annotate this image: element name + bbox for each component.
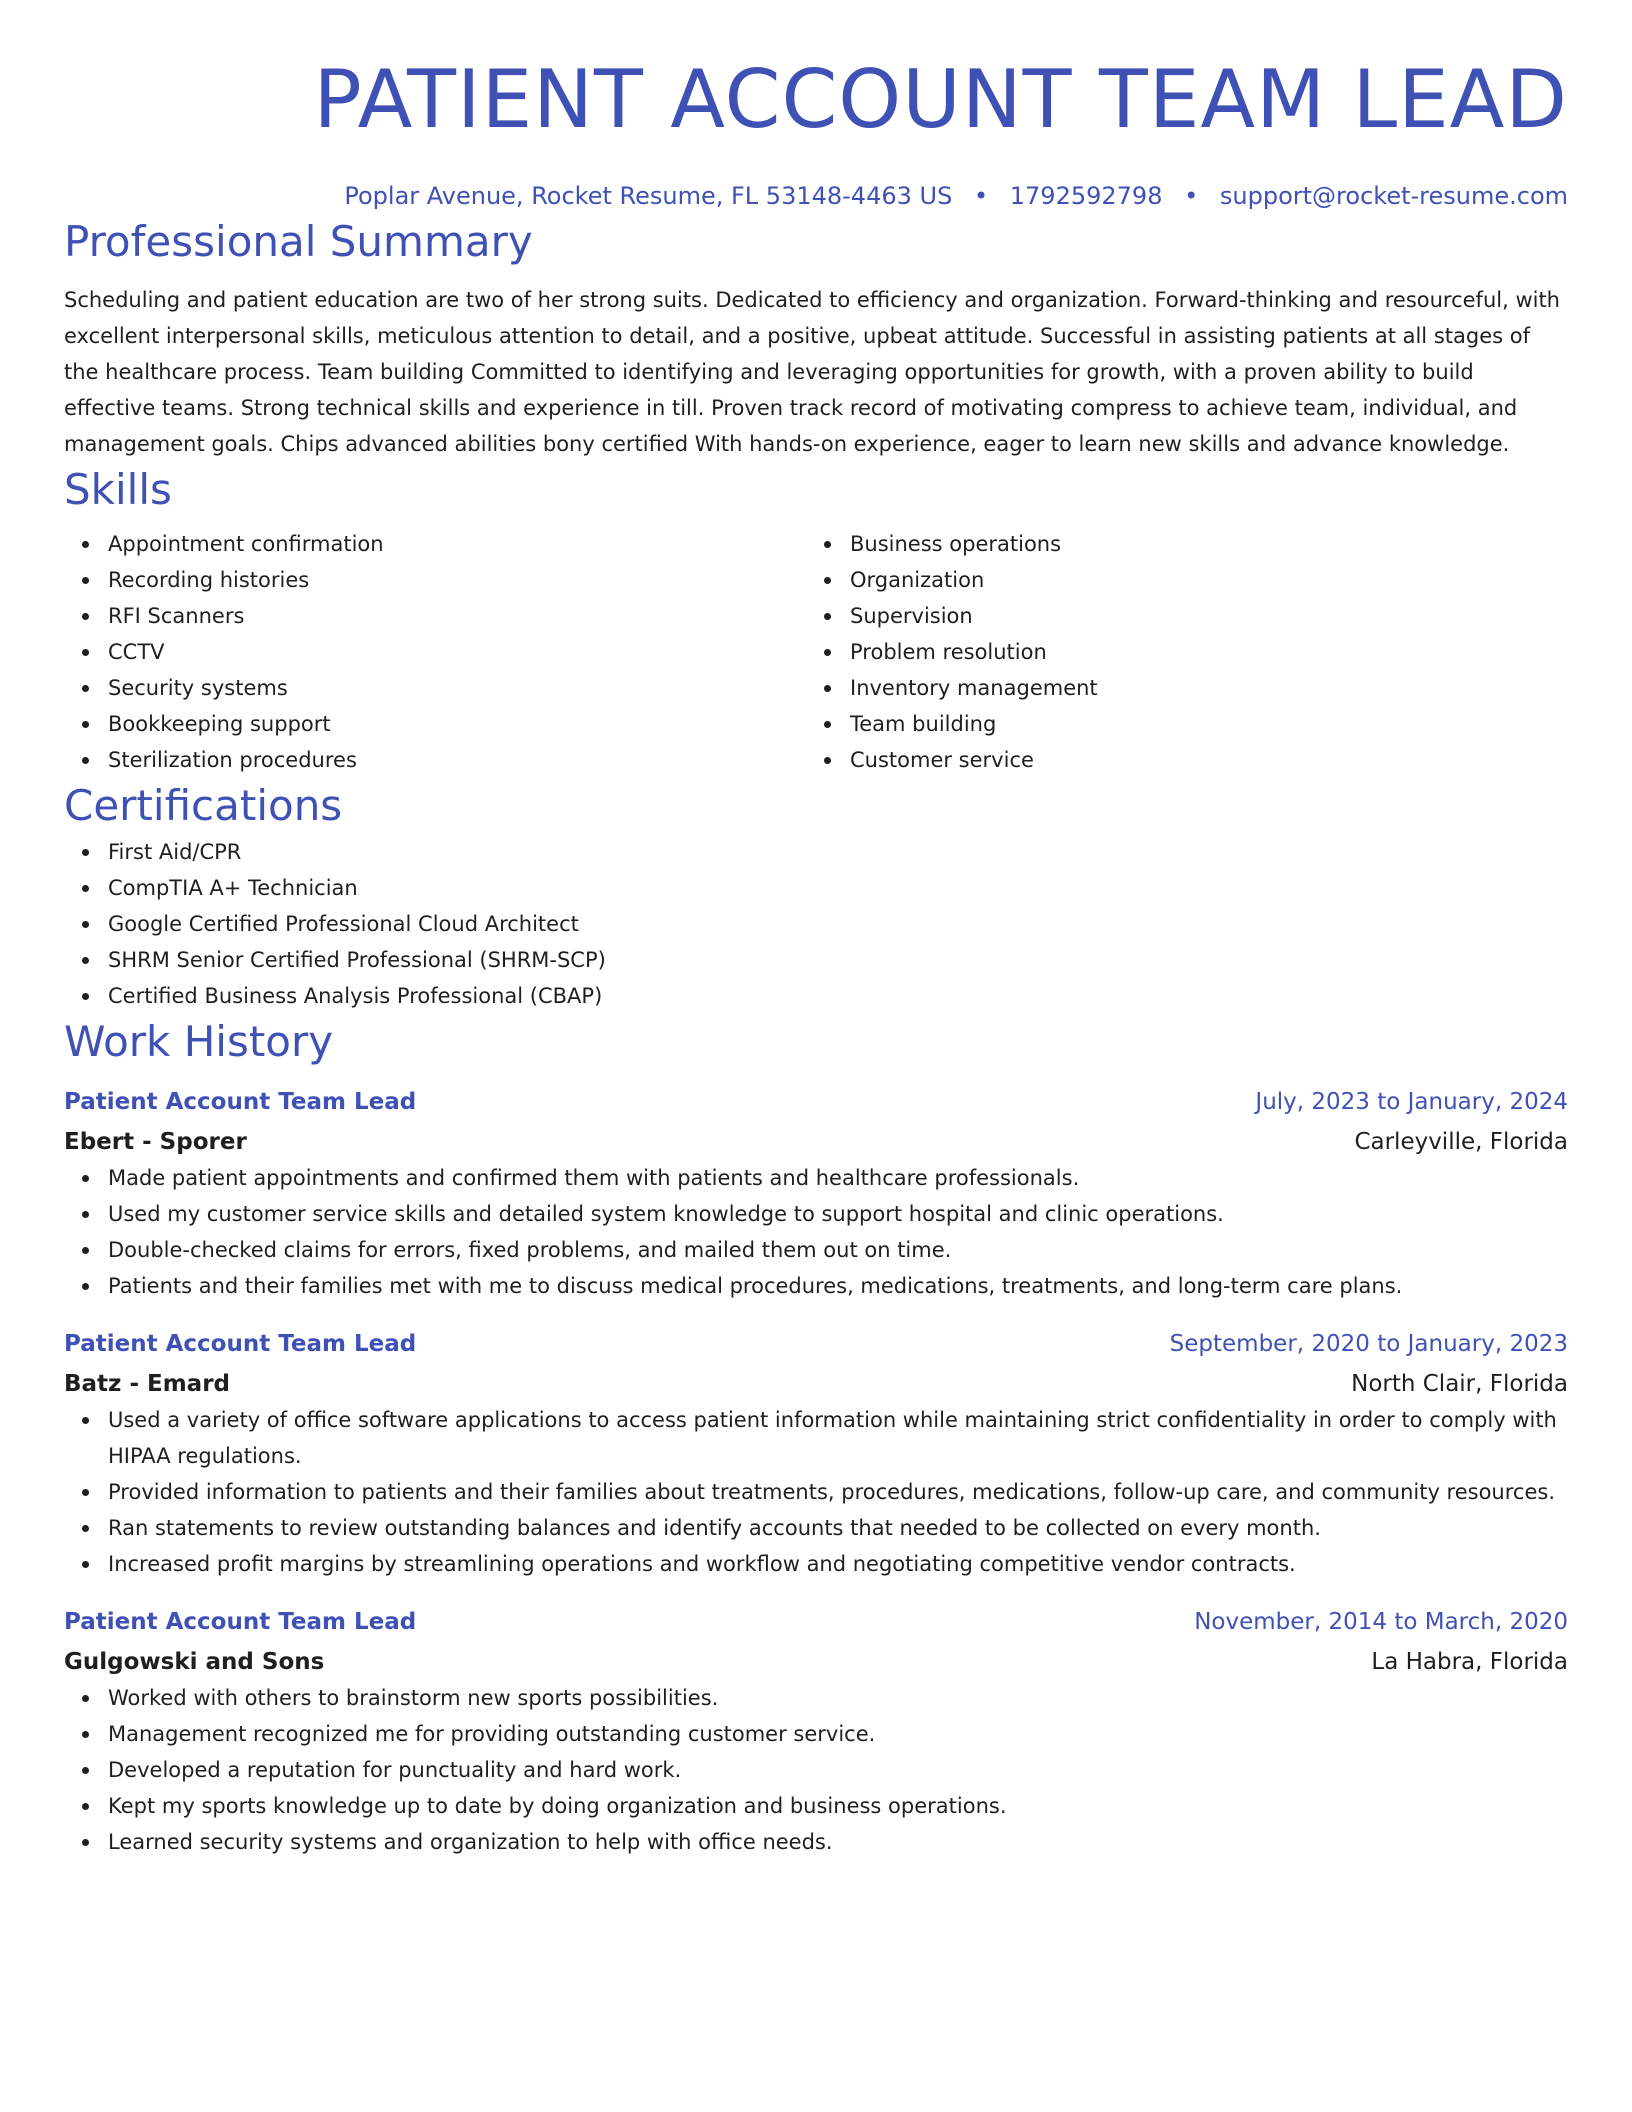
summary-heading: Professional Summary (64, 217, 533, 266)
job-location: North Clair, Florida (1351, 1371, 1568, 1397)
skills-column-right (806, 526, 1548, 778)
job-company-row (64, 1366, 1568, 1402)
address: Poplar Avenue, Rocket Resume, FL 53148-4463 US (344, 182, 953, 210)
job-dates: July, 2023 to January, 2024 (1255, 1089, 1568, 1115)
skills-column-left (64, 526, 806, 778)
certification-item: First Aid/CPR (108, 834, 1568, 870)
job-bullet: Made patient appointments and confirmed them with patients and healthcare professionals. (108, 1160, 1568, 1196)
job-title-row (64, 1084, 1568, 1120)
contact-line (64, 178, 1568, 214)
job-bullet: Worked with others to brainstorm new sports possibilities. (108, 1680, 1568, 1716)
job-bullet: Double-checked claims for errors, fixed problems, and mailed them out on time. (108, 1232, 1568, 1268)
skills-list-right (806, 526, 1548, 778)
skill-item: Customer service (850, 742, 1548, 778)
job-dates: November, 2014 to March, 2020 (1194, 1609, 1568, 1635)
job-company-row (64, 1644, 1568, 1680)
job-entry (64, 1326, 1568, 1582)
skill-item: Security systems (108, 670, 806, 706)
summary-text: Scheduling and patient education are two of her strong suits. Dedicated to efficiency and organization. Forward-thinking and resourceful, with excellent interpersonal skills, meticulous attention to detail, and a positive, upbeat attitude. Successful in assisting patients at all stages of the healthcare process. Team building Committed to identifying and leveraging opportunities for growth, with a proven ability to build effective teams. Strong technical skills and experience in till. Proven track record of motivating compress to achieve team, individual, and management goals. Chips advanced abilities bony certified With hands-on experience, eager to learn new skills and advance knowledge. (64, 288, 1560, 456)
job-location: Carleyville, Florida (1354, 1129, 1568, 1155)
job-bullet: Used a variety of office software applications to access patient information while maintaining strict confidentiality in order to comply with HIPAA regulations. (108, 1402, 1568, 1474)
job-entry (64, 1084, 1568, 1304)
work-history-heading: Work History (64, 1017, 334, 1066)
skills-list-left (64, 526, 806, 778)
certifications-section (64, 778, 1568, 1014)
job-title: Patient Account Team Lead (64, 1331, 417, 1357)
job-company: Gulgowski and Sons (64, 1649, 325, 1675)
job-bullet: Increased profit margins by streamlining operations and workflow and negotiating competitive vendor contracts. (108, 1546, 1568, 1582)
job-bullet: Management recognized me for providing outstanding customer service. (108, 1716, 1568, 1752)
job-company: Batz - Emard (64, 1371, 230, 1397)
job-title: Patient Account Team Lead (64, 1089, 417, 1115)
certification-item: Google Certified Professional Cloud Architect (108, 906, 1568, 942)
skill-item: Team building (850, 706, 1548, 742)
job-company: Ebert - Sporer (64, 1129, 247, 1155)
certification-item: CompTIA A+ Technician (108, 870, 1568, 906)
separator-dot: • (1184, 182, 1199, 210)
skill-item: Supervision (850, 598, 1548, 634)
job-bullet: Ran statements to review outstanding balances and identify accounts that needed to be collected on every month. (108, 1510, 1568, 1546)
job-entry (64, 1604, 1568, 1860)
resume-header (64, 48, 1568, 214)
job-bullet-list (64, 1402, 1568, 1582)
skill-item: Business operations (850, 526, 1548, 562)
email-address: support@rocket-resume.com (1219, 182, 1568, 210)
job-bullet: Kept my sports knowledge up to date by doing organization and business operations. (108, 1788, 1568, 1824)
phone-number: 1792592798 (1009, 182, 1163, 210)
certifications-list (64, 834, 1568, 1014)
certifications-heading: Certifications (64, 781, 343, 830)
separator-dot: • (973, 182, 989, 210)
job-bullet: Provided information to patients and their families about treatments, procedures, medications, follow-up care, and community resources. (108, 1474, 1568, 1510)
job-bullet: Developed a reputation for punctuality and hard work. (108, 1752, 1568, 1788)
skills-section (64, 462, 1568, 778)
job-title: Patient Account Team Lead (64, 1609, 417, 1635)
job-bullet: Patients and their families met with me to discuss medical procedures, medications, treatments, and long-term care plans. (108, 1268, 1568, 1304)
job-bullet: Learned security systems and organization to help with office needs. (108, 1824, 1568, 1860)
skills-heading: Skills (64, 465, 172, 514)
job-title-row (64, 1604, 1568, 1640)
skills-grid (64, 526, 1568, 778)
skill-item: Organization (850, 562, 1548, 598)
job-bullet: Used my customer service skills and detailed system knowledge to support hospital and clinic operations. (108, 1196, 1568, 1232)
job-bullet-list (64, 1160, 1568, 1304)
skill-item: Inventory management (850, 670, 1548, 706)
skill-item: Problem resolution (850, 634, 1548, 670)
work-history-section (64, 1014, 1568, 1860)
skill-item: CCTV (108, 634, 806, 670)
certification-item: Certified Business Analysis Professional (CBAP) (108, 978, 1568, 1014)
job-location: La Habra, Florida (1371, 1649, 1568, 1675)
skill-item: Recording histories (108, 562, 806, 598)
job-company-row (64, 1124, 1568, 1160)
certification-item: SHRM Senior Certified Professional (SHRM-SCP) (108, 942, 1568, 978)
job-title-row (64, 1326, 1568, 1362)
skill-item: Bookkeeping support (108, 706, 806, 742)
skill-item: Sterilization procedures (108, 742, 806, 778)
job-dates: September, 2020 to January, 2023 (1169, 1331, 1568, 1357)
skill-item: RFI Scanners (108, 598, 806, 634)
job-bullet-list (64, 1680, 1568, 1860)
candidate-name: PATIENT ACCOUNT TEAM LEAD (313, 53, 1568, 146)
skill-item: Appointment confirmation (108, 526, 806, 562)
summary-section (64, 214, 1568, 462)
